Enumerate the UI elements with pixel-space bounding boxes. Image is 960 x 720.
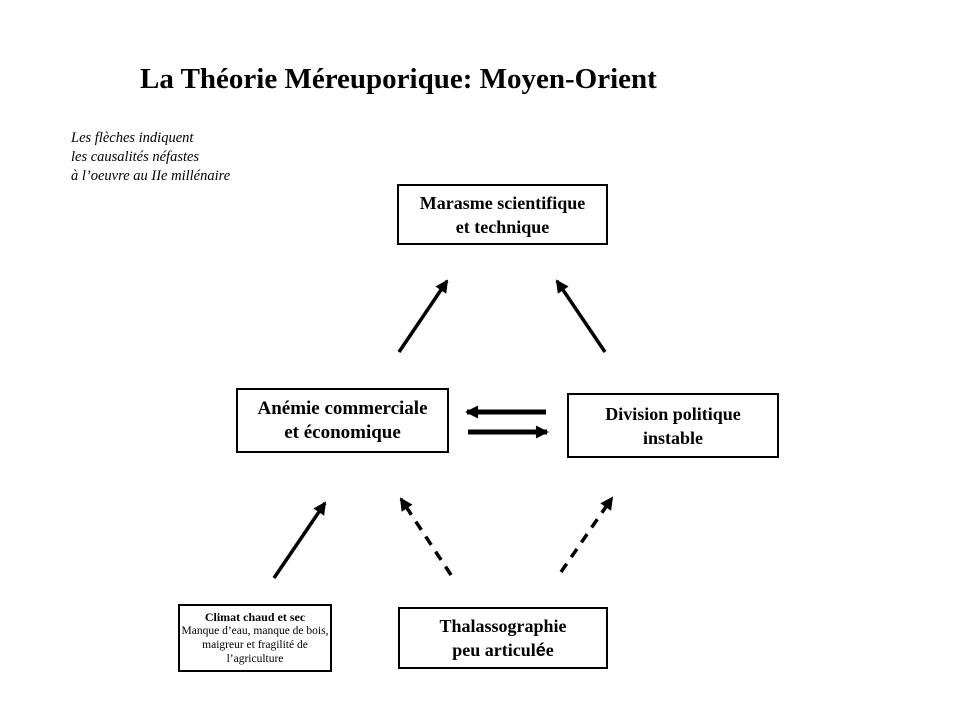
node-marasme-box <box>397 184 608 245</box>
node-label-line: instable <box>642 427 703 448</box>
node-label-line: maigreur et fragilité de <box>202 639 308 651</box>
node-label-line: Thalassographie <box>439 616 567 636</box>
legend-note <box>71 129 230 186</box>
node-label-line: et économique <box>284 421 401 443</box>
arrow-division-to-marasme <box>557 281 605 352</box>
arrow-thalasso-to-anemie <box>401 499 451 575</box>
legend-note-line: Les flèches indiquent <box>71 130 194 146</box>
node-label-line: Marasme scientifique <box>419 192 586 213</box>
node-label-line: Manque d’eau, manque de bois, <box>181 625 329 637</box>
slide-title: La Théorie Méreuporique: Moyen-Orient <box>140 63 657 95</box>
node-label-line <box>452 638 554 662</box>
node-label-fragment: é <box>535 640 546 660</box>
node-division-box <box>567 393 779 458</box>
node-label-line: l’agriculture <box>226 653 284 665</box>
node-label-line: Division politique <box>605 403 741 424</box>
node-label-line: Anémie commerciale <box>257 397 428 419</box>
arrow-anemie-to-marasme <box>399 281 447 352</box>
node-label-fragment: e <box>545 640 554 660</box>
node-thalasso-box <box>398 607 608 669</box>
node-climat-box <box>178 604 332 672</box>
legend-note-line: à l’oeuvre au IIe millénaire <box>71 168 231 184</box>
arrow-climat-to-anemie <box>274 503 325 578</box>
arrow-thalasso-to-division <box>561 498 612 572</box>
node-anemie-box <box>236 388 449 453</box>
node-label-fragment: peu articul <box>452 640 536 660</box>
node-label-heading: Climat chaud et sec <box>204 610 306 624</box>
legend-note-line: les causalités néfastes <box>71 149 200 165</box>
node-label-line: et technique <box>455 216 550 237</box>
